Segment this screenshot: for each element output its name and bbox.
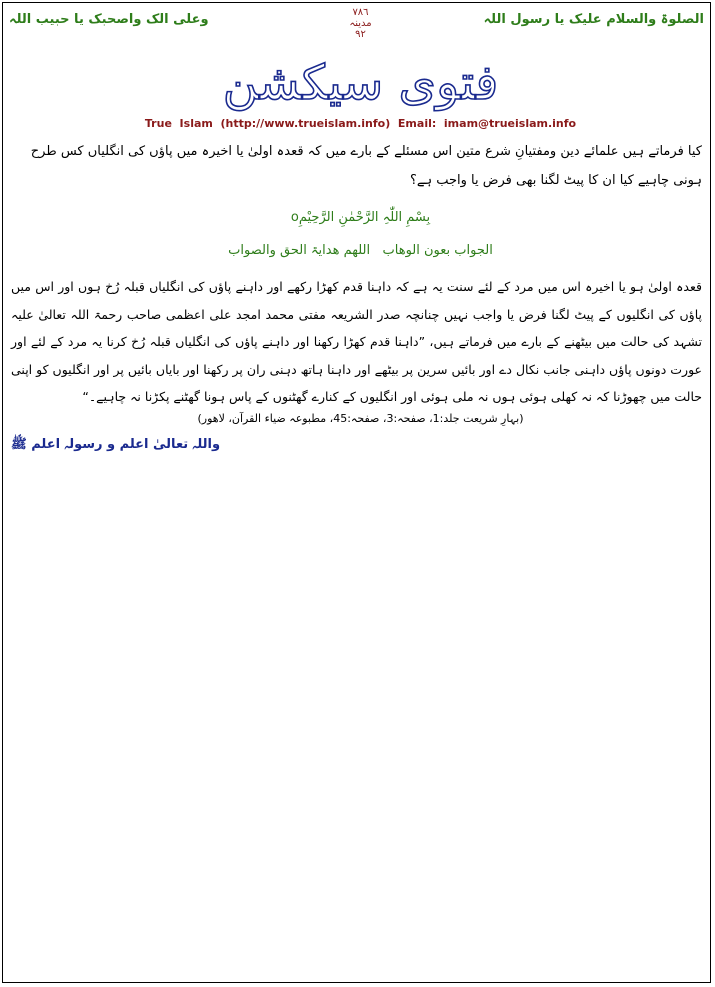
- contact-line: True Islam (http://www.trueislam.info) Email: imam@trueislam.info: [144, 117, 577, 130]
- page-frame: [2, 2, 711, 983]
- reference-citation: (بہارِ شریعت جلد:1، صفحہ:3، صفحہ:45، مطبوعہ ضیاء القرآن، لاھور): [197, 412, 524, 425]
- question-text: کیا فرماتے ہیں علمائے دین ومفتیانِ شرع متین اس مسئلے کے بارے میں کہ قعدہ اولیٰ یا اخیرہ میں پاؤں کی انگلیاں کس طرح ہونی چاہیے کیا ان کا پیٹ لگنا بھی فرض یا واجب ہے؟: [30, 144, 702, 188]
- header-salutation-left: وعلی الک واصحبک یا حبیب اللہ: [9, 12, 209, 27]
- header-number-bottom: ٩٢: [355, 29, 366, 40]
- closing-line: واللہ تعالیٰ اعلم و رسولہ اعلم ﷺ: [11, 437, 221, 452]
- page-title: فتوی سیکشن: [222, 55, 499, 111]
- header-number-top: ٧٨٦: [352, 7, 369, 18]
- header-madina-label: مدینہ: [349, 18, 372, 29]
- answer-heading: الجواب بعون الوھاب اللھم ھدایۃ الحق والصواب: [228, 243, 493, 258]
- header-salutation-right: الصلوۃ والسلام علیک یا رسول اللہ: [483, 12, 704, 27]
- bismillah: بِسْمِ اللّٰہِ الرَّحْمٰنِ الرَّحِیْمِo: [290, 210, 431, 225]
- answer-text: قعدہ اولیٰ ہو یا اخیرہ اس میں مرد کے لئے سنت یہ ہے کہ داہنا قدم کھڑا رکھے اور داہنے پاؤں کی انگلیاں قبلہ رُخ ہوں اور اس میں پاؤں کی انگلیوں کے پیٹ لگنا فرض یا واجب نہیں چنانچہ صدر الشریعہ مفتی محمد امجد علی اعظمی صاحب رحمۃ اللہ تعالیٰ علیہ تشہد کی حالت میں بیٹھنے کے بارے میں فرماتے ہیں، ”داہنا قدم کھڑا رکھنا اور داہنے پاؤں کی انگلیاں قبلہ رُخ کرنا یہ مرد کے لئے اور عورت دونوں پاؤں داہنی جانب نکال دے اور بائیں سرین پر بیٹھے اور داہنا ہاتھ دہنی ران پر رکھنا اور بایاں بائیں پر اور انگلیوں کو اپنی حالت میں چھوڑنا کہ نہ کھلی ہوئی ہوں نہ ملی ہوئی اور انگلیوں کے کنارے گھٹنوں کے پاس ہونا گھٹنے پکڑنا نہ چاہیے۔“: [11, 279, 702, 404]
